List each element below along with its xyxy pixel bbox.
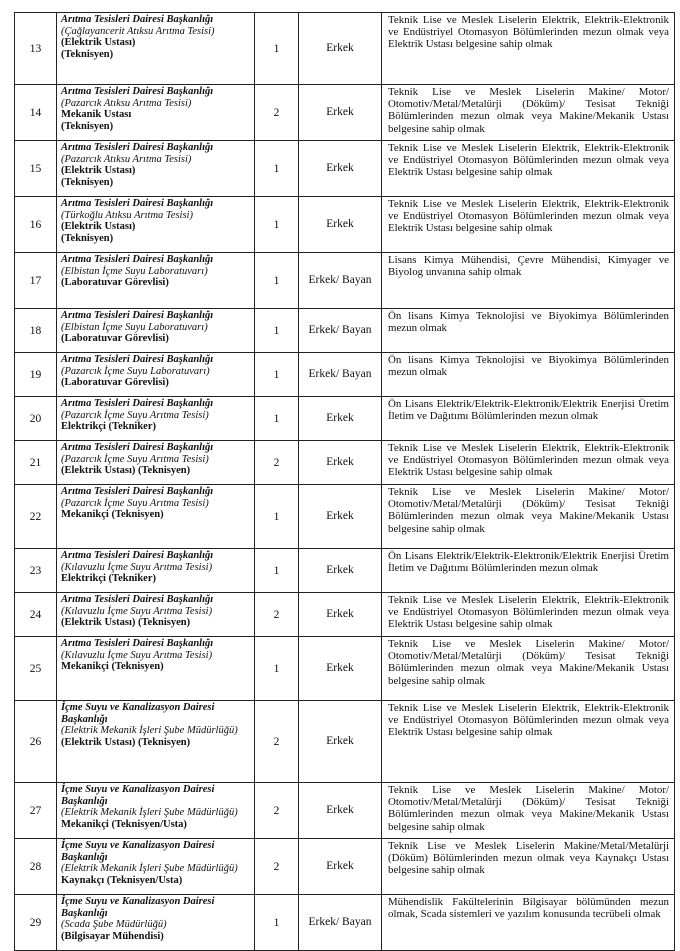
table-row: [15, 549, 675, 593]
facility-name: (Pazarcık İçme Suyu Arıtma Tesisi): [61, 453, 209, 465]
unit-cell: [57, 253, 255, 309]
position-level: (Teknisyen): [61, 120, 114, 132]
position-title: Kaynakçı (Teknisyen/Usta): [61, 874, 183, 886]
position-count: 1: [255, 485, 299, 549]
table-row: [15, 85, 675, 141]
row-number: 22: [15, 485, 57, 549]
department-name: Arıtma Tesisleri Dairesi Başkanlığı: [61, 398, 214, 409]
position-title: (Elektrik Ustası) (Teknisyen): [61, 736, 191, 748]
unit-cell: [57, 701, 255, 783]
department-name: Arıtma Tesisleri Dairesi Başkanlığı: [61, 354, 214, 365]
department-name: Arıtma Tesisleri Dairesi Başkanlığı: [61, 14, 214, 25]
gender: Erkek: [299, 397, 382, 441]
requirement: Teknik Lise ve Meslek Liselerin Elektrik, Elektrik-Elektronik ve Endüstriyel Otomasyon Bölümlerinden mezun olmak veya Elektrik Ustası belgesine sahip olmak: [382, 13, 675, 85]
requirement: Teknik Lise ve Meslek Liselerin Elektrik, Elektrik-Elektronik ve Endüstriyel Otomasyon Bölümlerinden mezun olmak veya Elektrik Ustası belgesine sahip olmak: [382, 701, 675, 783]
department-name: Arıtma Tesisleri Dairesi Başkanlığı: [61, 198, 214, 209]
gender: Erkek: [299, 783, 382, 839]
position-count: 1: [255, 895, 299, 951]
row-number: 28: [15, 839, 57, 895]
table-row: [15, 485, 675, 549]
position-title: Mekanik Ustası: [61, 109, 132, 121]
position-count: 1: [255, 141, 299, 197]
position-title: Mekanikçi (Teknisyen): [61, 509, 164, 521]
position-count: 2: [255, 701, 299, 783]
row-number: 14: [15, 85, 57, 141]
department-name: Arıtma Tesisleri Dairesi Başkanlığı: [61, 638, 214, 649]
unit-cell: [57, 549, 255, 593]
requirement: Lisans Kimya Mühendisi, Çevre Mühendisi, Kimyager ve Biyolog unvanına sahip olmak: [382, 253, 675, 309]
position-title: Elektrikçi (Tekniker): [61, 421, 156, 433]
requirement: Teknik Lise ve Meslek Liselerin Makine/ Motor/ Otomotiv/Metal/Metalürji (Döküm)/ Tesisat Tekniği Bölümlerinden mezun olmak veya Makine/Mekanik Ustası belgesine sahip olmak: [382, 85, 675, 141]
department-name: Arıtma Tesisleri Dairesi Başkanlığı: [61, 594, 214, 605]
requirement: Mühendislik Fakültelerinin Bilgisayar bölümünden mezun olmak, Scada sistemleri ve yazılım konusunda tecrübeli olmak: [382, 895, 675, 951]
table-row: [15, 353, 675, 397]
unit-cell: [57, 353, 255, 397]
table-row: [15, 141, 675, 197]
requirement: Teknik Lise ve Meslek Liselerin Elektrik, Elektrik-Elektronik ve Endüstriyel Otomasyon Bölümlerinden mezun olmak veya Elektrik Ustası belgesine sahip olmak: [382, 141, 675, 197]
unit-cell: [57, 783, 255, 839]
facility-name: (Pazarcık İçme Suyu Arıtma Tesisi): [61, 409, 209, 421]
position-count: 1: [255, 397, 299, 441]
row-number: 25: [15, 637, 57, 701]
facility-name: (Pazarcık İçme Suyu Laboratuvarı): [61, 365, 210, 377]
requirement: Teknik Lise ve Meslek Liselerin Makine/ Motor/ Otomotiv/Metal/Metalürji (Döküm)/ Tesisat Tekniği Bölümlerinden mezun olmak veya Makine/Mekanik Ustası belgesine sahip olmak: [382, 485, 675, 549]
unit-cell: [57, 441, 255, 485]
position-title: (Laboratuvar Görevlisi): [61, 277, 169, 289]
facility-name: (Kılavuzlu İçme Suyu Arıtma Tesisi): [61, 605, 213, 617]
position-title: (Laboratuvar Görevlisi): [61, 377, 169, 389]
gender: Erkek: [299, 593, 382, 637]
unit-cell: [57, 13, 255, 85]
department-name: Arıtma Tesisleri Dairesi Başkanlığı: [61, 254, 214, 265]
position-count: 2: [255, 593, 299, 637]
facility-name: (Elektrik Mekanik İşleri Şube Müdürlüğü): [61, 725, 238, 737]
position-title: Elektrikçi (Tekniker): [61, 573, 156, 585]
position-level: (Teknisyen): [61, 176, 114, 188]
department-name: İçme Suyu ve Kanalizasyon Dairesi Başkanlığı: [61, 840, 215, 863]
table-row: [15, 253, 675, 309]
unit-cell: [57, 485, 255, 549]
requirement: Ön Lisans Elektrik/Elektrik-Elektronik/Elektrik Enerjisi Üretim İletim ve Dağıtımı Bölümlerinden mezun olmak: [382, 549, 675, 593]
table-row: [15, 13, 675, 85]
position-title: (Elektrik Ustası): [61, 221, 136, 233]
position-count: 1: [255, 353, 299, 397]
row-number: 24: [15, 593, 57, 637]
requirement: Teknik Lise ve Meslek Liselerin Elektrik, Elektrik-Elektronik ve Endüstriyel Otomasyon Bölümlerinden mezun olmak veya Elektrik Ustası belgesine sahip olmak: [382, 197, 675, 253]
row-number: 21: [15, 441, 57, 485]
row-number: 29: [15, 895, 57, 951]
requirement: Teknik Lise ve Meslek Liselerin Elektrik, Elektrik-Elektronik ve Endüstriyel Otomasyon Bölümlerinden mezun olmak veya Elektrik Ustası belgesine sahip olmak: [382, 441, 675, 485]
position-count: 1: [255, 13, 299, 85]
gender: Erkek: [299, 485, 382, 549]
facility-name: (Türkoğlu Atıksu Arıtma Tesisi): [61, 209, 193, 221]
department-name: Arıtma Tesisleri Dairesi Başkanlığı: [61, 550, 214, 561]
requirement: Teknik Lise ve Meslek Liselerin Makine/Metal/Metalürji (Döküm) Bölümlerinden mezun olmak veya Kaynakçı Ustası belgesine sahip olmak: [382, 839, 675, 895]
table-row: [15, 839, 675, 895]
facility-name: (Kılavuzlu İçme Suyu Arıtma Tesisi): [61, 561, 213, 573]
unit-cell: [57, 895, 255, 951]
department-name: Arıtma Tesisleri Dairesi Başkanlığı: [61, 486, 214, 497]
position-count: 1: [255, 197, 299, 253]
position-count: 1: [255, 549, 299, 593]
position-count: 2: [255, 85, 299, 141]
row-number: 26: [15, 701, 57, 783]
position-level: (Teknisyen): [61, 232, 114, 244]
facility-name: (Elektrik Mekanik İşleri Şube Müdürlüğü): [61, 863, 238, 875]
row-number: 18: [15, 309, 57, 353]
gender: Erkek: [299, 839, 382, 895]
unit-cell: [57, 637, 255, 701]
gender: Erkek: [299, 85, 382, 141]
row-number: 17: [15, 253, 57, 309]
gender: Erkek/ Bayan: [299, 895, 382, 951]
facility-name: (Pazarcık Atıksu Arıtma Tesisi): [61, 97, 192, 109]
position-count: 2: [255, 783, 299, 839]
gender: Erkek/ Bayan: [299, 253, 382, 309]
gender: Erkek: [299, 549, 382, 593]
requirement: Ön lisans Kimya Teknolojisi ve Biyokimya Bölümlerinden mezun olmak: [382, 309, 675, 353]
department-name: Arıtma Tesisleri Dairesi Başkanlığı: [61, 442, 214, 453]
row-number: 20: [15, 397, 57, 441]
table-row: [15, 441, 675, 485]
facility-name: (Elbistan İçme Suyu Laboratuvarı): [61, 321, 208, 333]
position-title: (Elektrik Ustası) (Teknisyen): [61, 617, 191, 629]
facility-name: (Scada Şube Müdürlüğü): [61, 919, 167, 931]
row-number: 13: [15, 13, 57, 85]
position-title: (Elektrik Ustası) (Teknisyen): [61, 465, 191, 477]
position-count: 1: [255, 253, 299, 309]
position-title: (Elektrik Ustası): [61, 165, 136, 177]
unit-cell: [57, 839, 255, 895]
requirement: Ön Lisans Elektrik/Elektrik-Elektronik/Elektrik Enerjisi Üretim İletim ve Dağıtımı Bölümlerinden mezun olmak: [382, 397, 675, 441]
row-number: 16: [15, 197, 57, 253]
position-count: 1: [255, 309, 299, 353]
document-page: [14, 12, 674, 951]
requirement: Ön lisans Kimya Teknolojisi ve Biyokimya Bölümlerinden mezun olmak: [382, 353, 675, 397]
department-name: Arıtma Tesisleri Dairesi Başkanlığı: [61, 310, 214, 321]
table-row: [15, 895, 675, 951]
facility-name: (Çağlayancerit Atıksu Arıtma Tesisi): [61, 25, 215, 37]
facility-name: (Elbistan İçme Suyu Laboratuvarı): [61, 265, 208, 277]
unit-cell: [57, 593, 255, 637]
department-name: İçme Suyu ve Kanalizasyon Dairesi Başkanlığı: [61, 784, 215, 807]
gender: Erkek: [299, 441, 382, 485]
requirement: Teknik Lise ve Meslek Liselerin Makine/ Motor/ Otomotiv/Metal/Metalürji (Döküm)/ Tesisat Tekniği Bölümlerinden mezun olmak veya Makine/Mekanik Ustası belgesine sahip olmak: [382, 637, 675, 701]
requirement: Teknik Lise ve Meslek Liselerin Elektrik, Elektrik-Elektronik ve Endüstriyel Otomasyon Bölümlerinden mezun olmak veya Elektrik Ustası belgesine sahip olmak: [382, 593, 675, 637]
unit-cell: [57, 141, 255, 197]
unit-cell: [57, 85, 255, 141]
table-row: [15, 783, 675, 839]
facility-name: (Elektrik Mekanik İşleri Şube Müdürlüğü): [61, 807, 238, 819]
position-count: 1: [255, 637, 299, 701]
row-number: 19: [15, 353, 57, 397]
unit-cell: [57, 397, 255, 441]
department-name: Arıtma Tesisleri Dairesi Başkanlığı: [61, 142, 214, 153]
gender: Erkek/ Bayan: [299, 309, 382, 353]
gender: Erkek: [299, 637, 382, 701]
gender: Erkek: [299, 701, 382, 783]
department-name: İçme Suyu ve Kanalizasyon Dairesi Başkanlığı: [61, 896, 215, 919]
gender: Erkek: [299, 13, 382, 85]
table-row: [15, 701, 675, 783]
gender: Erkek: [299, 197, 382, 253]
department-name: Arıtma Tesisleri Dairesi Başkanlığı: [61, 86, 214, 97]
department-name: İçme Suyu ve Kanalizasyon Dairesi Başkanlığı: [61, 702, 215, 725]
row-number: 23: [15, 549, 57, 593]
position-title: (Elektrik Ustası): [61, 37, 136, 49]
table-row: [15, 309, 675, 353]
table-row: [15, 593, 675, 637]
position-title: Mekanikçi (Teknisyen/Usta): [61, 818, 187, 830]
position-title: (Laboratuvar Görevlisi): [61, 333, 169, 345]
row-number: 27: [15, 783, 57, 839]
job-positions-table: [14, 12, 675, 951]
facility-name: (Kılavuzlu İçme Suyu Arıtma Tesisi): [61, 649, 213, 661]
table-row: [15, 397, 675, 441]
row-number: 15: [15, 141, 57, 197]
unit-cell: [57, 197, 255, 253]
position-count: 2: [255, 441, 299, 485]
unit-cell: [57, 309, 255, 353]
table-row: [15, 197, 675, 253]
table-row: [15, 637, 675, 701]
position-title: (Bilgisayar Mühendisi): [61, 930, 164, 942]
position-title: Mekanikçi (Teknisyen): [61, 661, 164, 673]
position-count: 2: [255, 839, 299, 895]
gender: Erkek/ Bayan: [299, 353, 382, 397]
facility-name: (Pazarcık İçme Suyu Arıtma Tesisi): [61, 497, 209, 509]
facility-name: (Pazarcık Atıksu Arıtma Tesisi): [61, 153, 192, 165]
position-level: (Teknisyen): [61, 48, 114, 60]
requirement: Teknik Lise ve Meslek Liselerin Makine/ Motor/ Otomotiv/Metal/Metalürji (Döküm)/ Tesisat Tekniği Bölümlerinden mezun olmak veya Makine/Mekanik Ustası belgesine sahip olmak: [382, 783, 675, 839]
gender: Erkek: [299, 141, 382, 197]
